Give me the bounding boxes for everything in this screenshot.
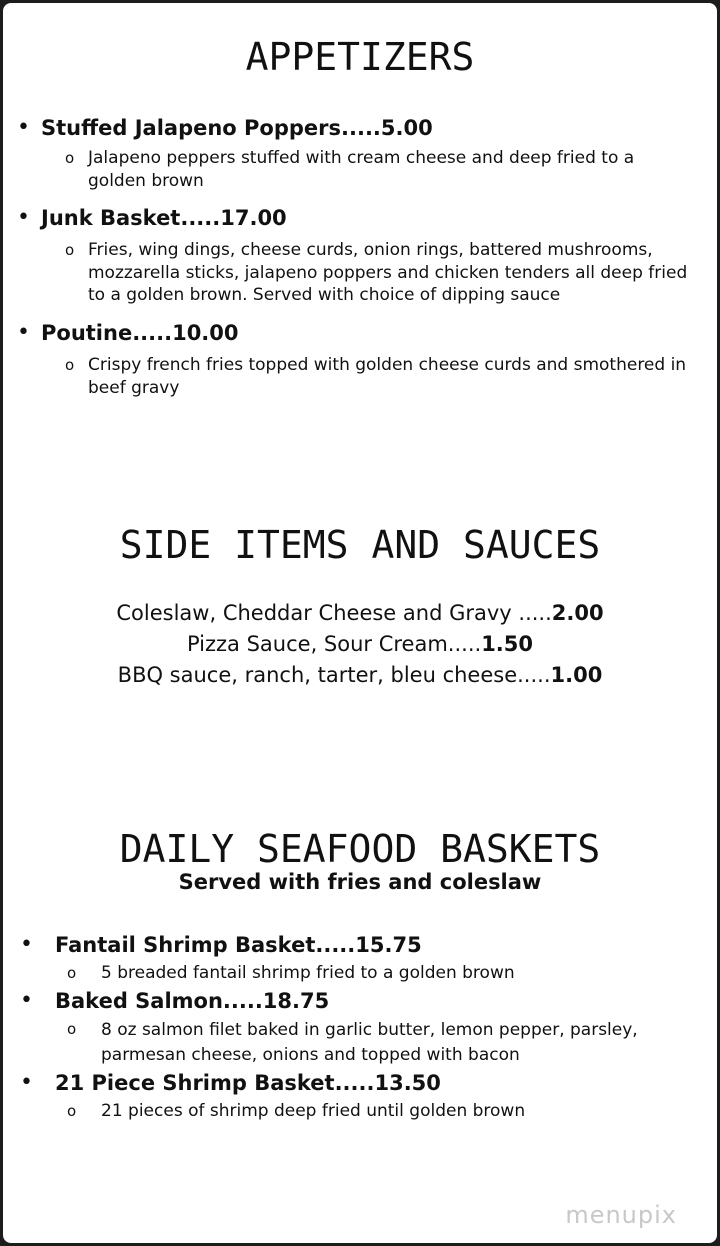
sub-bullet-icon: o — [65, 241, 75, 259]
item-desc: 5 breaded fantail shrimp fried to a golden brown — [101, 963, 515, 983]
side-line-text: Pizza Sauce, Sour Cream..... — [186, 632, 482, 656]
sub-bullet-icon: o — [67, 1020, 77, 1038]
item-title: Junk Basket.....17.00 — [41, 206, 287, 230]
side-line — [3, 629, 717, 659]
side-line-price: 2.00 — [551, 601, 604, 625]
seafood-heading: DAILY SEAFOOD BASKETS — [119, 827, 601, 871]
bullet-icon: • — [20, 988, 33, 1013]
sub-bullet-icon: o — [67, 1102, 77, 1120]
side-line-price: 1.00 — [550, 663, 603, 687]
item-title: Stuffed Jalapeno Poppers.....5.00 — [41, 116, 433, 140]
bullet-icon: • — [17, 320, 30, 345]
item-desc: Jalapeno peppers stuffed with cream cheese and deep fried to a golden brown — [88, 148, 635, 191]
sub-bullet-icon: o — [65, 149, 75, 167]
bullet-icon: • — [20, 932, 33, 957]
item-desc: 8 oz salmon filet baked in garlic butter, lemon pepper, parsley, parmesan cheese, onions and topped with bacon — [101, 1020, 638, 1065]
item-desc: 21 pieces of shrimp deep fried until golden brown — [101, 1101, 526, 1121]
item-title: 21 Piece Shrimp Basket.....13.50 — [55, 1071, 441, 1095]
sub-bullet-icon: o — [67, 964, 77, 982]
sub-bullet-icon: o — [65, 356, 75, 374]
item-desc: Fries, wing dings, cheese curds, onion rings, battered mushrooms, mozzarella sticks, jalapeno poppers and chicken tenders all deep fried to a golden brown. Served with choice of dipping sauce — [88, 240, 688, 305]
item-title: Poutine.....10.00 — [41, 321, 239, 345]
bullet-icon: • — [17, 205, 30, 230]
bullet-icon: • — [20, 1070, 33, 1095]
item-desc: Crispy french fries topped with golden cheese curds and smothered in beef gravy — [88, 355, 687, 398]
side-line-text: Coleslaw, Cheddar Cheese and Gravy ..... — [116, 601, 552, 625]
item-title: Fantail Shrimp Basket.....15.75 — [55, 933, 422, 957]
sides-heading: SIDE ITEMS AND SAUCES — [119, 523, 601, 567]
item-title: Baked Salmon.....18.75 — [55, 989, 330, 1013]
side-line — [3, 660, 717, 690]
appetizers-heading: APPETIZERS — [245, 35, 475, 79]
menupix-watermark: menupix — [565, 1201, 677, 1229]
seafood-subheading: Served with fries and coleslaw — [178, 870, 542, 894]
side-line-text: BBQ sauce, ranch, tarter, bleu cheese..... — [117, 663, 551, 687]
bullet-icon: • — [17, 115, 30, 140]
side-line-price: 1.50 — [481, 632, 534, 656]
menu-page — [3, 3, 717, 1243]
side-line — [3, 598, 717, 628]
